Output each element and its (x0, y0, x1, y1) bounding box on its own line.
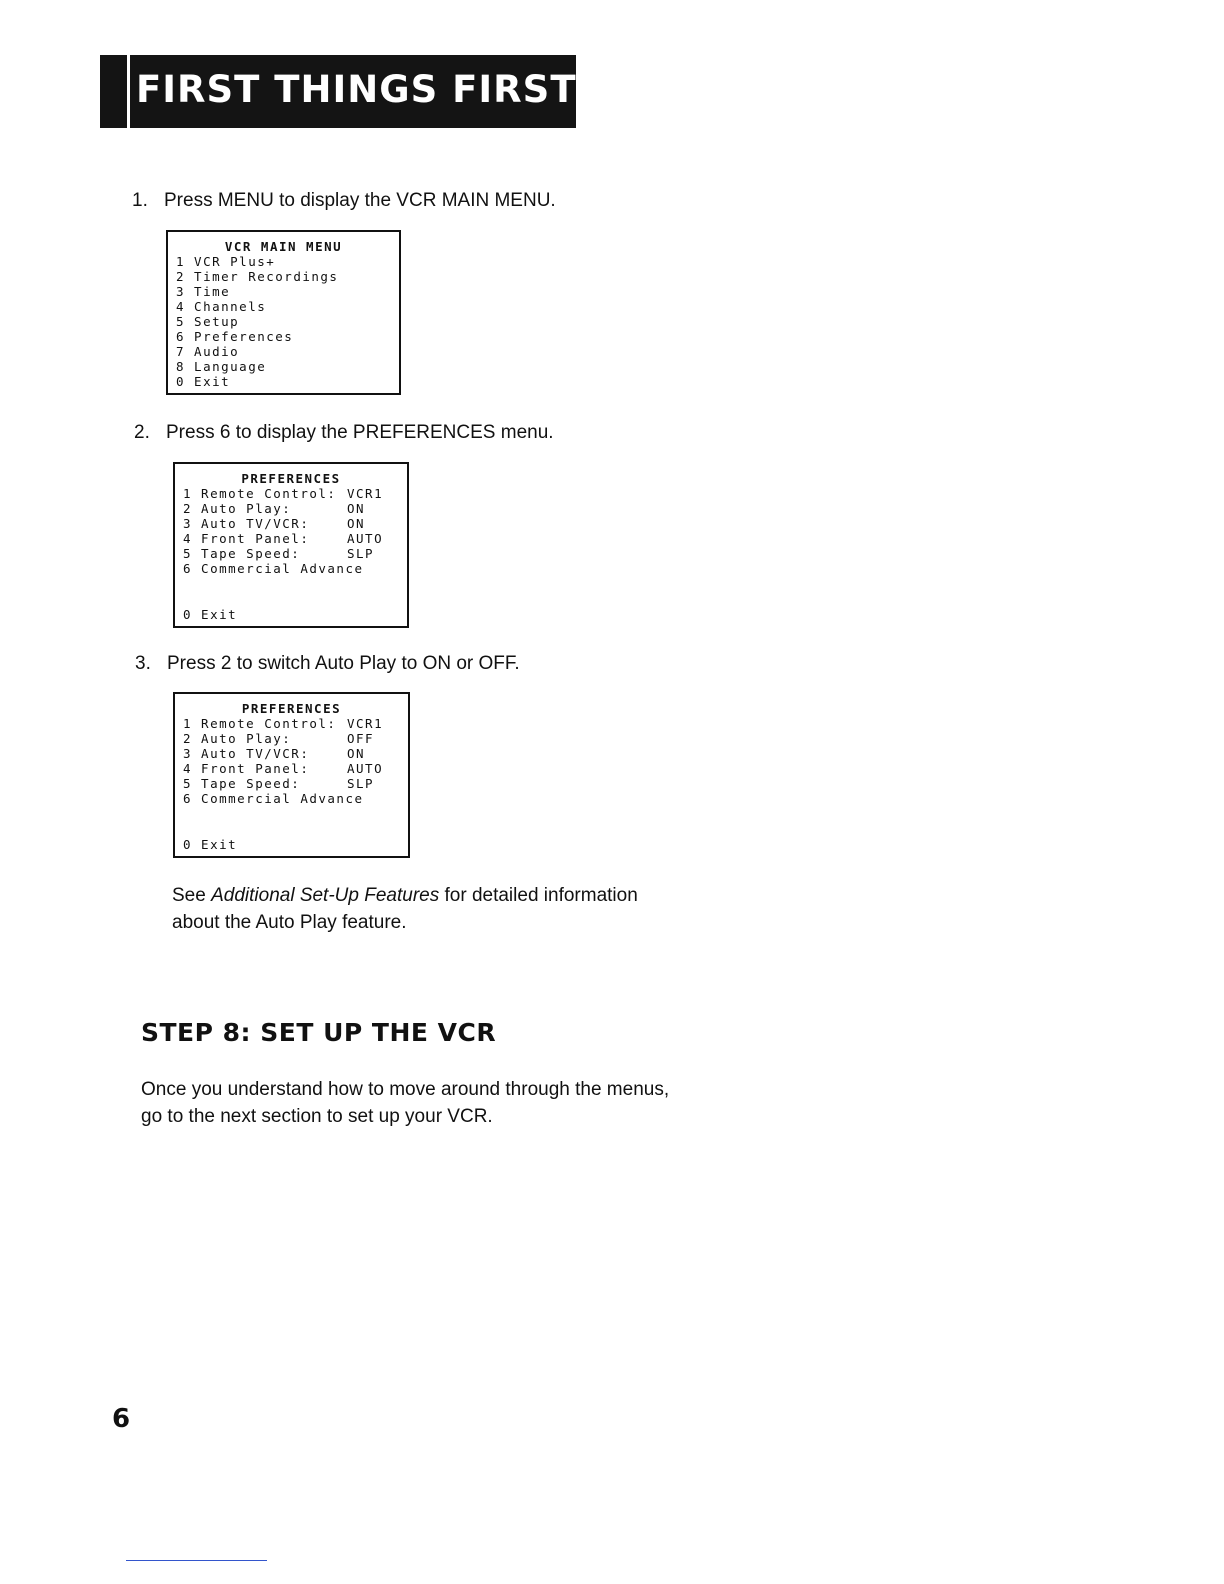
preferences-row-label: 2 Auto Play: (183, 731, 292, 746)
preferences-row (183, 761, 400, 776)
section-body-line-2: go to the next section to set up your VCR. (141, 1106, 493, 1127)
preferences-row (183, 501, 399, 516)
step-1 (132, 190, 556, 212)
preferences-row (183, 716, 400, 731)
step-1-number: 1. (132, 190, 148, 211)
preferences-row-label: 6 Commercial Advance (183, 791, 364, 806)
preferences-row-value: AUTO (347, 531, 384, 546)
chapter-title: FIRST THINGS FIRST (136, 68, 577, 111)
preferences-row-value: SLP (347, 776, 375, 791)
preferences-row (183, 516, 399, 531)
step-2 (134, 422, 554, 444)
preferences-row (183, 791, 400, 806)
preferences-row-label: 2 Auto Play: (183, 501, 292, 516)
preferences-row-label: 1 Remote Control: (183, 486, 337, 501)
main-menu-item: 3 Time (176, 284, 231, 299)
step-2-number: 2. (134, 422, 150, 443)
step-3-number: 3. (135, 653, 151, 674)
main-menu-item: 0 Exit (176, 374, 231, 389)
banner-accent-stripe (127, 55, 130, 128)
preferences-row-value: ON (347, 501, 366, 516)
main-menu-item: 4 Channels (176, 299, 267, 314)
preferences-row (183, 546, 399, 561)
page-number: 6 (112, 1404, 131, 1434)
see-note (172, 882, 772, 936)
preferences-row-label: 4 Front Panel: (183, 531, 310, 546)
preferences-menu-title: PREFERENCES (241, 701, 342, 716)
preferences-exit: 0 Exit (183, 837, 238, 852)
preferences-row (183, 776, 400, 791)
see-note-reference: Additional Set-Up Features (211, 885, 440, 906)
section-body (141, 1076, 761, 1130)
preferences-row-label: 4 Front Panel: (183, 761, 310, 776)
preferences-row-value: SLP (347, 546, 375, 561)
see-note-suffix: for detailed information (439, 885, 638, 906)
see-note-line-2: about the Auto Play feature. (172, 912, 407, 933)
menu-spacer (183, 806, 400, 837)
preferences-row-label: 1 Remote Control: (183, 716, 337, 731)
preferences-row-value: OFF (347, 731, 375, 746)
preferences-row-value: ON (347, 746, 366, 761)
preferences-row-label: 3 Auto TV/VCR: (183, 516, 310, 531)
preferences-menu-screen-updated (173, 692, 410, 858)
section-body-line-1: Once you understand how to move around through the menus, (141, 1079, 670, 1100)
preferences-row (183, 531, 399, 546)
step-2-text: Press 6 to display the PREFERENCES menu. (166, 422, 554, 443)
footer-rule (126, 1560, 267, 1561)
main-menu-item: 2 Timer Recordings (176, 269, 339, 284)
preferences-row (183, 746, 400, 761)
preferences-row-value: VCR1 (347, 486, 384, 501)
preferences-row-label: 3 Auto TV/VCR: (183, 746, 310, 761)
preferences-row-label: 6 Commercial Advance (183, 561, 364, 576)
section-heading: STEP 8: SET UP THE VCR (141, 1018, 497, 1047)
see-note-line-1 (172, 882, 772, 909)
preferences-row (183, 731, 400, 746)
main-menu-item: 8 Language (176, 359, 267, 374)
see-note-prefix: See (172, 885, 212, 906)
preferences-row (183, 561, 399, 576)
preferences-row (183, 486, 399, 501)
preferences-row-value: VCR1 (347, 716, 384, 731)
step-1-text: Press MENU to display the VCR MAIN MENU. (164, 190, 556, 211)
preferences-exit: 0 Exit (183, 607, 238, 622)
main-menu-title: VCR MAIN MENU (224, 239, 343, 254)
step-3 (135, 653, 520, 675)
main-menu-item: 6 Preferences (176, 329, 294, 344)
preferences-menu-screen (173, 462, 409, 628)
preferences-row-value: AUTO (347, 761, 384, 776)
main-menu-item: 1 VCR Plus+ (176, 254, 276, 269)
preferences-menu-title: PREFERENCES (241, 471, 341, 486)
vcr-main-menu-screen (166, 230, 401, 395)
preferences-row-label: 5 Tape Speed: (183, 546, 301, 561)
main-menu-item: 5 Setup (176, 314, 240, 329)
preferences-row-value: ON (347, 516, 366, 531)
main-menu-item: 7 Audio (176, 344, 240, 359)
preferences-row-label: 5 Tape Speed: (183, 776, 301, 791)
menu-spacer (183, 576, 399, 607)
step-3-text: Press 2 to switch Auto Play to ON or OFF. (167, 653, 520, 674)
